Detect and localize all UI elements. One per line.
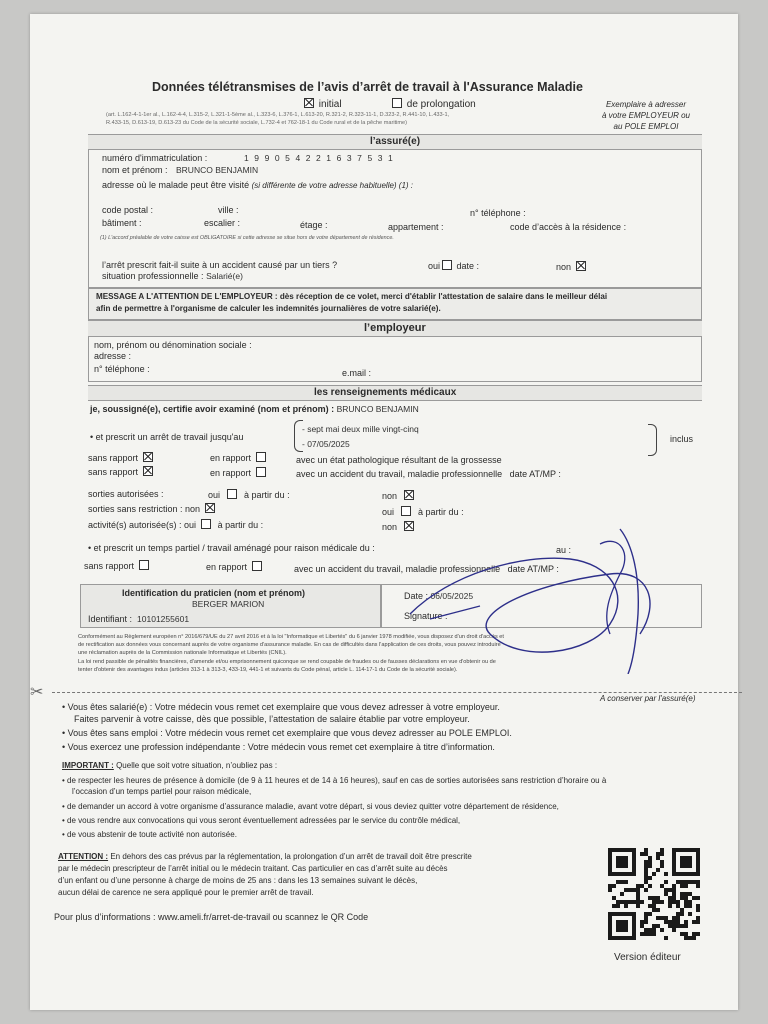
en-rapport-3-checkbox[interactable]: [252, 561, 262, 571]
type-initial[interactable]: [302, 98, 342, 111]
employer-email-label: e.mail :: [342, 368, 372, 378]
attention-3: d’un enfant ou d’une personne à charge de moins de 25 ans : dans les 13 semaines suivant le décès,: [58, 876, 418, 885]
temps-partiel-au: au :: [556, 545, 572, 555]
form-page: [30, 14, 738, 1010]
sans-rapport-3[interactable]: sans rapport: [84, 560, 151, 571]
sorties-sans-restriction[interactable]: sorties sans restriction : non: [88, 503, 217, 514]
initial-label: initial: [318, 99, 342, 110]
legal-line-4: La loi rend passible de pénalités financières, d'amende et/ou emprisonnement quiconque se rend coupable de fraudes ou de fausses déclarations en vue d'obtenir ou de: [78, 659, 496, 665]
legal-refs-1: (art. L.162-4-1-1er al., L.162-4-4, L.315-2, L.321-1-5ème al., L.323-6, L.376-1, L.613-20, R.321-2, R.323-11-1, D.323-2, R.441-10, L.433-1,: [106, 112, 450, 118]
important-intro: IMPORTANT : Quelle que soit votre situation, n’oubliez pas :: [62, 761, 278, 770]
initial-checkbox[interactable]: [304, 98, 314, 108]
assure-section-title: l’assuré(e): [370, 136, 421, 147]
copy-note-2: à votre EMPLOYEUR ou: [601, 111, 691, 120]
activites-non[interactable]: non: [382, 521, 416, 532]
type-prolongation[interactable]: [390, 98, 476, 111]
praticien-date: Date : 06/05/2025: [404, 591, 474, 601]
en-rapport-2[interactable]: en rapport: [210, 467, 268, 478]
name-value: BRUNCO BENJAMIN: [176, 165, 259, 175]
more-info[interactable]: Pour plus d’informations : www.ameli.fr/arret-de-travail ou scannez le QR Code: [54, 912, 369, 922]
situation-label: situation professionnelle : Salarié(e): [102, 271, 243, 281]
grossesse-label: avec un état pathologique résultant de la grossesse: [296, 455, 502, 465]
sorties-sans-oui[interactable]: oui à partir du :: [382, 507, 464, 517]
instr-independant: • Vous exercez une profession indépendante : Votre médecin vous remet cet exemplaire à titre d’information.: [62, 742, 495, 752]
activites-label[interactable]: activité(s) autorisée(s) : oui à partir du :: [88, 520, 264, 530]
legal-line-2: de rectification aux données vous concernant auprès de votre organisme d'assurance maladie. En cas de difficultés dans l'application de ces droits, vous pouvez introduire: [78, 642, 501, 648]
accident-travail-label: avec un accident du travail, maladie professionnelle date AT/MP :: [296, 469, 561, 479]
qr-code-icon[interactable]: [608, 848, 700, 940]
sans-rapport-2-checkbox[interactable]: [143, 466, 153, 476]
etage-label: étage :: [300, 220, 328, 230]
arret-label: • et prescrit un arrêt de travail jusqu'au: [90, 432, 244, 442]
signature-scribble: [370, 514, 670, 674]
legal-refs-2: R.433-15, D.613-19, D.613-23 du Code de la sécurité sociale, L.732-4 et 762-18-1 du Code rural et de la pêche maritime): [106, 120, 407, 126]
immat-value: 1 9 9 0 5 4 2 2 1 6 3 7 5 3 1: [244, 153, 395, 163]
sans-rapport-3-checkbox[interactable]: [139, 560, 149, 570]
accident-non-checkbox[interactable]: [576, 261, 586, 271]
copy-note-3: au POLE EMPLOI: [613, 122, 679, 131]
activites-oui-checkbox[interactable]: [201, 519, 211, 529]
attention-2: par le médecin prescripteur de l’arrêt initial ou le médecin traitant. Cas particulier en cas d’arrêt suite au décès: [58, 864, 448, 873]
sorties-oui-checkbox[interactable]: [227, 489, 237, 499]
escalier-label: escalier :: [204, 218, 241, 228]
accident-non[interactable]: non: [556, 261, 588, 272]
patient-name-value: BRUNCO BENJAMIN: [336, 404, 419, 414]
inclus-label: inclus: [670, 434, 694, 444]
important-1b: l’occasion d’un temps partiel pour raison médicale,: [72, 787, 252, 796]
ville-label: ville :: [218, 205, 239, 215]
situation-value: Salarié(e): [206, 271, 243, 281]
sans-rapport-1[interactable]: sans rapport: [88, 452, 155, 463]
praticien-name: BERGER MARION: [192, 599, 265, 609]
scissors-icon: ✂: [30, 684, 44, 701]
sans-rapport-2[interactable]: sans rapport: [88, 466, 155, 477]
sorties-label: sorties autorisées :: [88, 489, 164, 499]
postal-label: code postal :: [102, 205, 154, 215]
temps-partiel-label: • et prescrit un temps partiel / travail aménagé pour raison médicale du :: [88, 543, 375, 553]
keep-note: A conserver par l'assuré(e): [600, 694, 696, 703]
sans-rapport-1-checkbox[interactable]: [143, 452, 153, 462]
name-label: nom et prénom :: [102, 165, 168, 175]
employeur-section-title: l’employeur: [364, 322, 426, 334]
sorties-non[interactable]: non: [382, 490, 416, 501]
attention-4: aucun délai de carence ne sera appliqué pour le premier arrêt de travail.: [58, 888, 314, 897]
important-3: • de vous rendre aux convocations qui vous seront éventuellement adressées par le service du contrôle médical,: [62, 816, 460, 825]
address-footnote: (1) L'accord préalable de votre caisse est OBLIGATOIRE si cette adresse se situe hors de votre département de résidence.: [100, 235, 394, 241]
important-4: • de vous abstenir de toute activité non autorisée.: [62, 830, 237, 839]
accident-travail-label-2: avec un accident du travail, maladie professionnelle date AT/MP :: [294, 564, 559, 574]
legal-line-3: une réclamation auprès de la Commission nationale Informatique et Libertés (CNIL).: [78, 650, 287, 656]
arret-date-words: - sept mai deux mille vingt-cinq: [302, 424, 419, 434]
praticien-ident-value: 10101255601: [137, 614, 190, 624]
attention-1: ATTENTION : En dehors des cas prévus par la réglementation, la prolongation d’un arrêt de travail doit être prescrite: [58, 852, 472, 861]
en-rapport-1-checkbox[interactable]: [256, 452, 266, 462]
prolongation-checkbox[interactable]: [392, 98, 402, 108]
en-rapport-3[interactable]: en rapport: [206, 561, 264, 572]
signature-label: Signature :: [404, 611, 448, 621]
accident-question: l’arrêt prescrit fait-il suite à un accident causé par un tiers ?: [102, 260, 338, 270]
medical-section-title: les renseignements médicaux: [314, 387, 457, 398]
immat-label: numéro d'immatriculation :: [102, 153, 208, 163]
certify-label: je, soussigné(e), certifie avoir examiné (nom et prénom) : BRUNCO BENJAMIN: [90, 404, 419, 414]
prolongation-label: de prolongation: [406, 99, 476, 110]
sorties-oui[interactable]: oui à partir du :: [208, 490, 290, 500]
employer-tel-label: n° téléphone :: [94, 364, 150, 374]
appartement-label: appartement :: [388, 222, 444, 232]
arret-date-numeric: - 07/05/2025: [302, 439, 350, 449]
important-1: • de respecter les heures de présence à domicile (de 9 à 11 heures et de 14 à 16 heures), sauf en cas de sorties autorisées sans restriction d’horaire ou à: [62, 776, 606, 785]
sorties-non-checkbox[interactable]: [404, 490, 414, 500]
employer-name-label: nom, prénom ou dénomination sociale :: [94, 340, 252, 350]
en-rapport-2-checkbox[interactable]: [256, 467, 266, 477]
employer-message-2: afin de permettre à l'organisme de calculer les indemnités journalières de votre salarié(e).: [96, 304, 441, 313]
cut-line: [52, 692, 742, 693]
instr-salarie-2: Faites parvenir à votre caisse, dès que possible, l’attestation de salaire établie par votre employeur.: [74, 714, 470, 724]
praticien-title: Identification du praticien (nom et prénom): [122, 588, 306, 598]
en-rapport-1[interactable]: en rapport: [210, 452, 268, 463]
batiment-label: bâtiment :: [102, 218, 142, 228]
accident-oui-checkbox[interactable]: [442, 260, 452, 270]
version-label: Version éditeur: [614, 952, 681, 963]
praticien-date-value: 06/05/2025: [430, 591, 474, 601]
legal-line-5: tenter d'obtenir des avantages indus (articles 313-1 à 313-3, 433-19, 441-1 et suivants du Code pénal, article L. 114-17-1 du Code de la sécurité sociale).: [78, 667, 458, 673]
instr-salarie: • Vous êtes salarié(e) : Votre médecin vous remet cet exemplaire que vous devez adresser à votre employeur.: [62, 702, 500, 712]
copy-note-1: Exemplaire à adresser: [605, 100, 687, 109]
access-code-label: code d’accès à la résidence :: [510, 222, 627, 232]
date-bracket-right: [648, 424, 657, 456]
form-title: Données télétransmises de l’avis d’arrêt de travail à l'Assurance Maladie: [152, 80, 583, 94]
legal-line-1: Conformément au Règlement européen n° 2016/679/UE du 27 avril 2016 et à la loi "Informatique et Libertés" du 6 janvier 1978 modifiée, vous disposez d'un droit d'accès et: [78, 634, 504, 640]
instr-sans-emploi: • Vous êtes sans emploi : Votre médecin vous remet cet exemplaire que vous devez adresser au POLE EMPLOI.: [62, 728, 512, 738]
visit-address-label: adresse où le malade peut être visité (si différente de votre adresse habituelle) (1) :: [102, 180, 414, 190]
employer-message-1: MESSAGE A L'ATTENTION DE L'EMPLOYEUR : dès réception de ce volet, merci d'établir l'attestation de salaire dans le meilleur délai: [96, 292, 608, 301]
praticien-ident: Identifiant : 10101255601: [88, 614, 190, 624]
important-2: • de demander un accord à votre organisme d’assurance maladie, avant votre départ, si vous deviez quitter votre département de résidence,: [62, 802, 559, 811]
employer-address-label: adresse :: [94, 351, 132, 361]
sorties-sans-checkbox[interactable]: [205, 503, 215, 513]
tel-label: n° téléphone :: [470, 208, 526, 218]
accident-oui[interactable]: oui date :: [428, 261, 480, 271]
